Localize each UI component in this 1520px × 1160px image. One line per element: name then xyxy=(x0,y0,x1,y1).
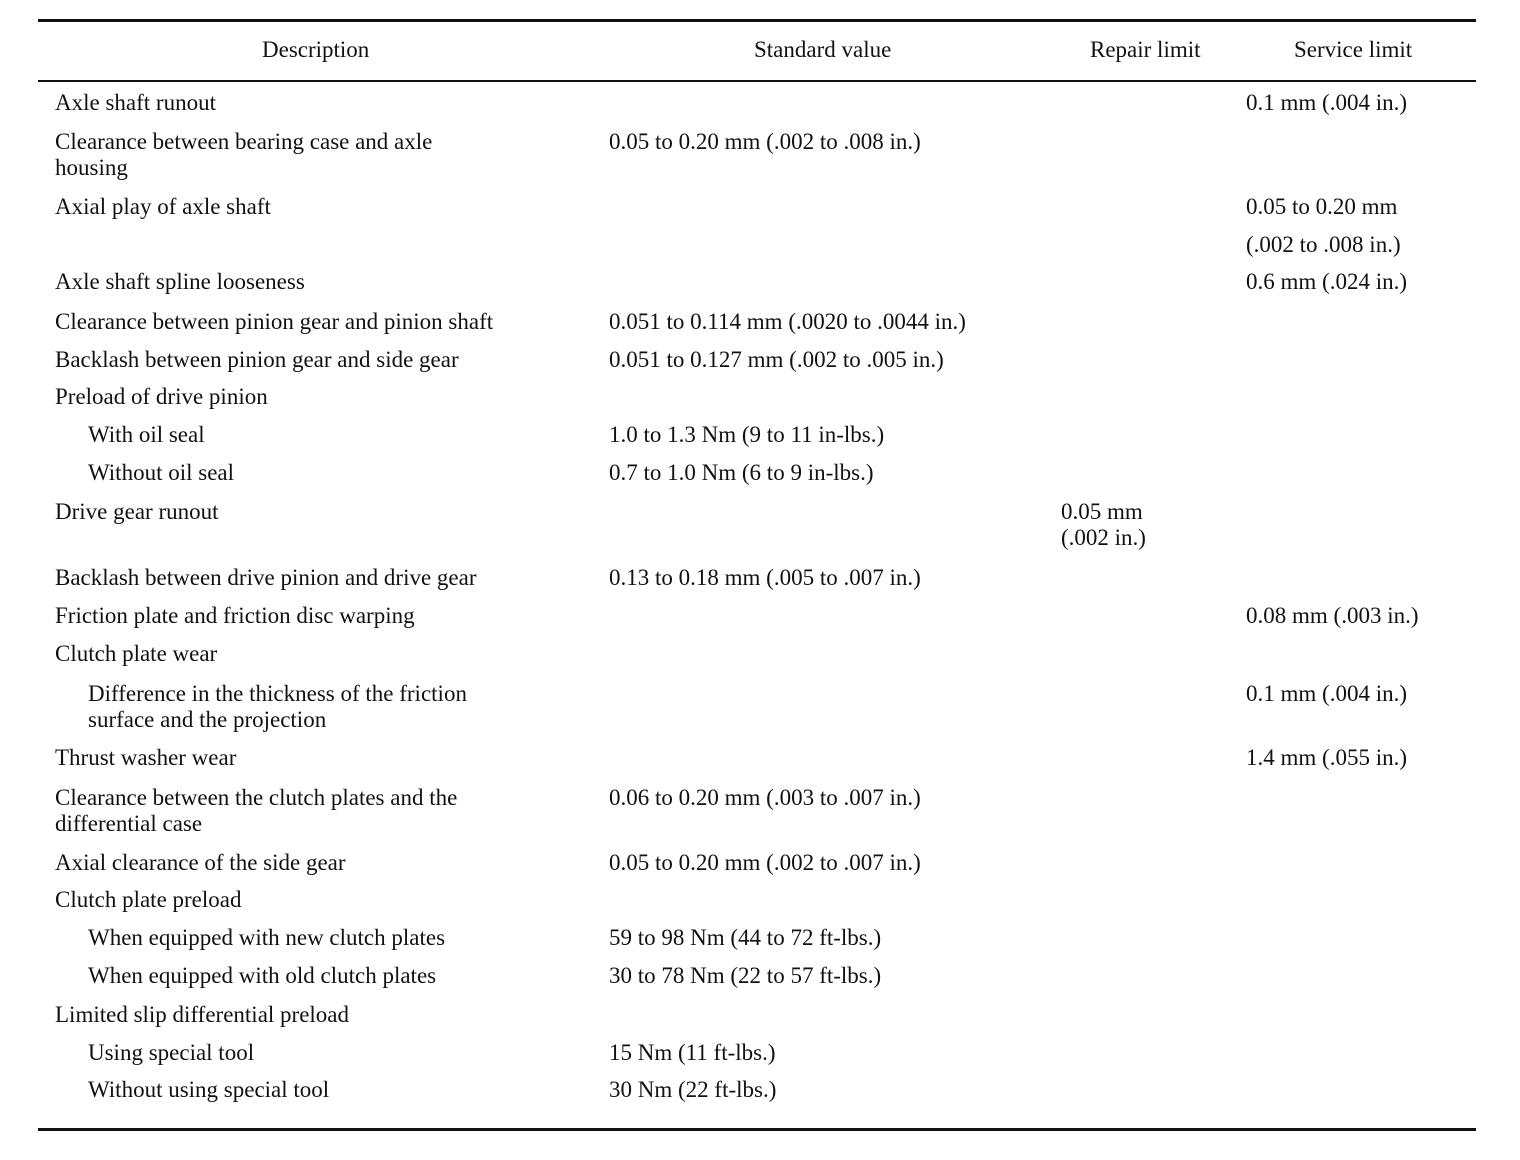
row-description: Clearance between the clutch plates and the differential case xyxy=(55,785,458,836)
row-standard-value: 30 to 78 Nm (22 to 57 ft-lbs.) xyxy=(609,963,882,988)
table-bottom-rule xyxy=(38,1128,1476,1131)
row-standard-value: 0.06 to 0.20 mm (.003 to .007 in.) xyxy=(609,785,921,810)
row-standard-value: 0.051 to 0.127 mm (.002 to .005 in.) xyxy=(609,347,944,372)
row-description: Clearance between bearing case and axle housing xyxy=(55,129,433,180)
row-description: With oil seal xyxy=(88,422,205,447)
row-description: Using special tool xyxy=(88,1040,255,1065)
row-description: Clutch plate wear xyxy=(55,641,218,666)
row-standard-value: 0.7 to 1.0 Nm (6 to 9 in-lbs.) xyxy=(609,460,874,485)
row-service-limit: 0.1 mm (.004 in.) xyxy=(1246,681,1407,706)
row-service-limit: 1.4 mm (.055 in.) xyxy=(1246,745,1407,770)
row-description: When equipped with new clutch plates xyxy=(88,925,446,950)
row-description: Backlash between drive pinion and drive gear xyxy=(55,565,477,590)
row-description: Axial clearance of the side gear xyxy=(55,850,346,875)
row-service-limit: 0.05 to 0.20 mm (.002 to .008 in.) xyxy=(1246,194,1401,257)
row-standard-value: 1.0 to 1.3 Nm (9 to 11 in-lbs.) xyxy=(609,422,885,447)
row-description: Without oil seal xyxy=(88,460,234,485)
row-standard-value: 0.13 to 0.18 mm (.005 to .007 in.) xyxy=(609,565,921,590)
row-description: Friction plate and friction disc warping xyxy=(55,603,415,628)
row-standard-value: 59 to 98 Nm (44 to 72 ft-lbs.) xyxy=(609,925,882,950)
row-service-limit: 0.08 mm (.003 in.) xyxy=(1246,603,1419,628)
row-description: Clutch plate preload xyxy=(55,887,242,912)
row-repair-limit: 0.05 mm (.002 in.) xyxy=(1061,499,1146,550)
row-description: Backlash between pinion gear and side gear xyxy=(55,347,459,372)
row-description: Axial play of axle shaft xyxy=(55,194,271,219)
row-standard-value: 15 Nm (11 ft-lbs.) xyxy=(609,1040,776,1065)
row-service-limit: 0.1 mm (.004 in.) xyxy=(1246,90,1407,115)
column-header-standard-value: Standard value xyxy=(754,37,892,62)
column-header-service-limit: Service limit xyxy=(1294,37,1413,62)
row-description: When equipped with old clutch plates xyxy=(88,963,437,988)
row-description: Axle shaft runout xyxy=(55,90,216,115)
row-standard-value: 0.05 to 0.20 mm (.002 to .008 in.) xyxy=(609,129,921,154)
row-standard-value: 0.051 to 0.114 mm (.0020 to .0044 in.) xyxy=(609,309,966,334)
row-service-limit: 0.6 mm (.024 in.) xyxy=(1246,269,1407,294)
row-description: Drive gear runout xyxy=(55,499,219,524)
row-description: Limited slip differential preload xyxy=(55,1002,350,1027)
row-standard-value: 30 Nm (22 ft-lbs.) xyxy=(609,1077,777,1102)
row-description: Without using special tool xyxy=(88,1077,330,1102)
row-description: Thrust washer wear xyxy=(55,745,237,770)
row-description: Clearance between pinion gear and pinion shaft xyxy=(55,309,494,334)
column-header-description: Description xyxy=(262,37,370,62)
row-standard-value: 0.05 to 0.20 mm (.002 to .007 in.) xyxy=(609,850,921,875)
row-description: Preload of drive pinion xyxy=(55,384,268,409)
row-description: Axle shaft spline looseness xyxy=(55,269,305,294)
row-description: Difference in the thickness of the friction surface and the projection xyxy=(88,681,467,732)
column-header-repair-limit: Repair limit xyxy=(1090,37,1201,62)
